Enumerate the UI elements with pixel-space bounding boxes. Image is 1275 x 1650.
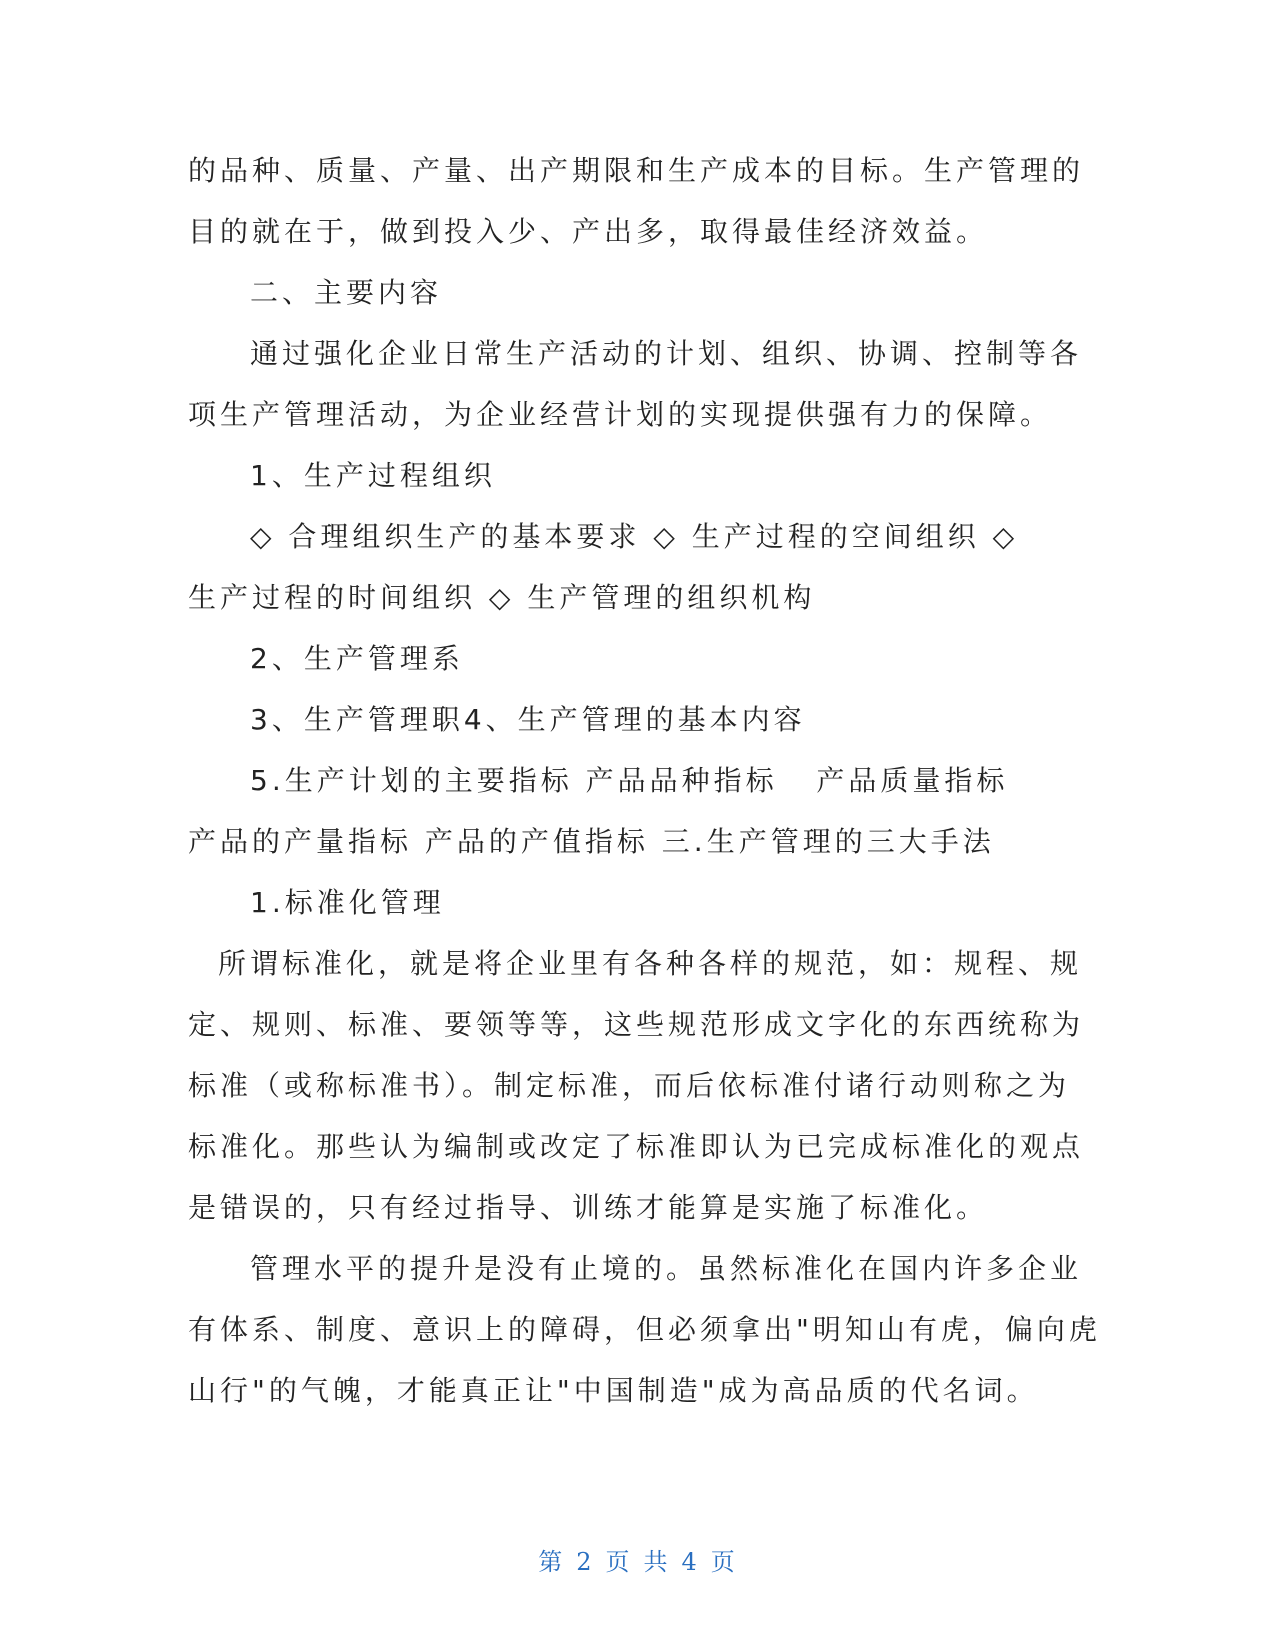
standardization-paragraph-line-1: 所谓标准化，就是将企业里有各种各样的规范，如：规程、规 bbox=[218, 947, 1083, 980]
section-heading-main-content: 二、主要内容 bbox=[250, 276, 443, 309]
footer-suffix: 页 bbox=[710, 1548, 737, 1576]
plan-indicators-line-1: 5.生产计划的主要指标 产品品种指标 产品质量指标 bbox=[250, 764, 1009, 797]
footer-total-prefix: 共 bbox=[643, 1548, 670, 1576]
standardization-paragraph-line-4: 标准化。那些认为编制或改定了标准即认为已完成标准化的观点 bbox=[188, 1130, 1085, 1163]
improvement-paragraph-line-3: 山行"的气魄，才能真正让"中国制造"成为高品质的代名词。 bbox=[188, 1374, 1039, 1407]
text-line-5: 项生产管理活动，为企业经营计划的实现提供强有力的保障。 bbox=[188, 398, 1053, 431]
bullet-line-2: 生产过程的时间组织 ◇ 生产管理的组织机构 bbox=[188, 581, 816, 614]
footer-page-word: 页 bbox=[605, 1548, 632, 1576]
footer-total-pages: 4 bbox=[681, 1548, 699, 1576]
footer-current-page: 2 bbox=[576, 1548, 594, 1576]
improvement-paragraph-line-1: 管理水平的提升是没有止境的。虽然标准化在国内许多企业 bbox=[250, 1252, 1083, 1285]
standardization-paragraph-line-5: 是错误的，只有经过指导、训练才能算是实施了标准化。 bbox=[188, 1191, 989, 1224]
improvement-paragraph-line-2: 有体系、制度、意识上的障碍，但必须拿出"明知山有虎，偏向虎 bbox=[188, 1313, 1101, 1346]
bullet-line-1: ◇ 合理组织生产的基本要求 ◇ 生产过程的空间组织 ◇ bbox=[250, 520, 1019, 553]
page-footer bbox=[0, 1542, 1275, 1577]
text-line-4: 通过强化企业日常生产活动的计划、组织、协调、控制等各 bbox=[250, 337, 1083, 370]
document-body bbox=[188, 140, 1101, 1421]
subheading-management-duties: 3、生产管理职4、生产管理的基本内容 bbox=[250, 703, 806, 736]
subheading-process-organization: 1、生产过程组织 bbox=[250, 459, 496, 492]
footer-prefix: 第 bbox=[538, 1548, 565, 1576]
standardization-paragraph-line-2: 定、规则、标准、要领等等，这些规范形成文字化的东西统称为 bbox=[188, 1008, 1085, 1041]
subheading-standardization: 1.标准化管理 bbox=[250, 886, 445, 919]
plan-indicators-line-2: 产品的产量指标 产品的产值指标 三.生产管理的三大手法 bbox=[188, 825, 995, 858]
standardization-paragraph-line-3: 标准（或称标准书）。制定标准，而后依标准付诸行动则称之为 bbox=[188, 1069, 1071, 1102]
subheading-management-system: 2、生产管理系 bbox=[250, 642, 464, 675]
text-line-1: 的品种、质量、产量、出产期限和生产成本的目标。生产管理的 bbox=[188, 154, 1085, 187]
text-line-2: 目的就在于，做到投入少、产出多，取得最佳经济效益。 bbox=[188, 215, 989, 248]
